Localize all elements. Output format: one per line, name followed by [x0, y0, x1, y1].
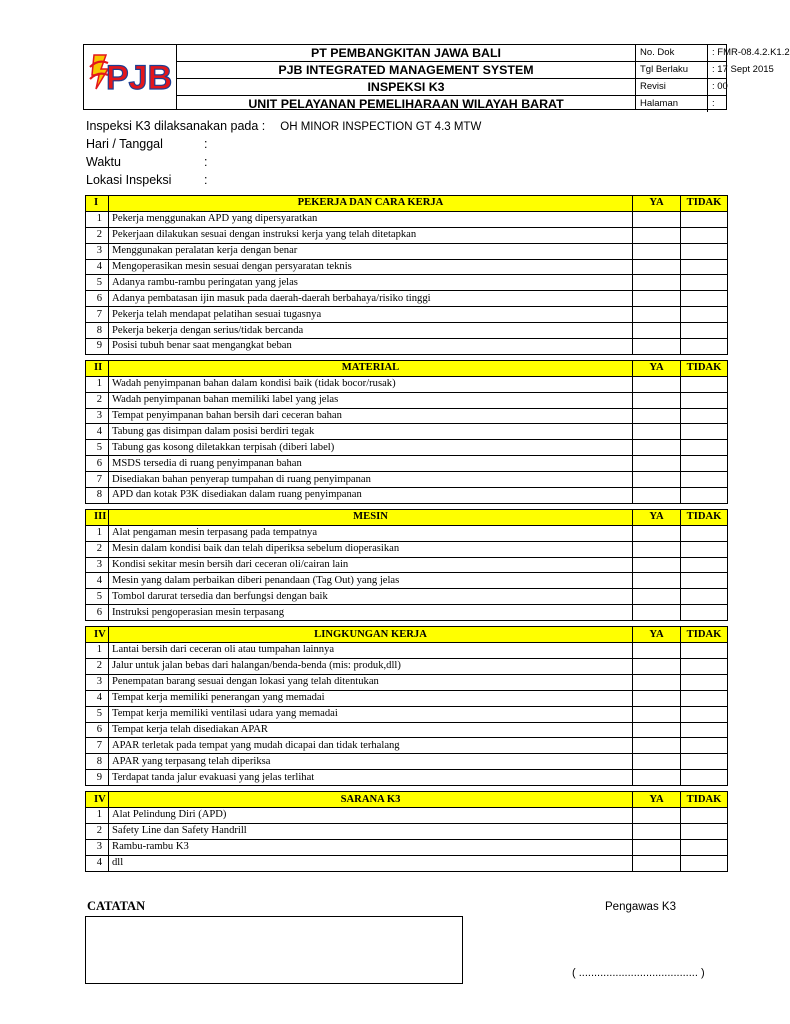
item-text: Lantai bersih dari ceceran oli atau tumpahan lainnya [109, 643, 633, 659]
item-text: MSDS tersedia di ruang penyimpanan bahan [109, 456, 633, 472]
checklist-row [86, 488, 728, 504]
item-text: Pekerjaan dilakukan sesuai dengan instruksi kerja yang telah ditetapkan [109, 227, 633, 243]
ya-checkbox-cell[interactable] [633, 541, 681, 557]
date-label: Hari / Tanggal [86, 137, 163, 151]
section-number: IV [86, 627, 109, 643]
section-number: II [86, 360, 109, 376]
tidak-header: TIDAK [681, 627, 728, 643]
inspection-checklist [85, 195, 728, 872]
tidak-header: TIDAK [681, 792, 728, 808]
ya-checkbox-cell[interactable] [633, 488, 681, 504]
checklist-row [86, 807, 728, 823]
notes-label: CATATAN [87, 899, 146, 913]
item-number: 4 [86, 259, 109, 275]
ya-checkbox-cell[interactable] [633, 807, 681, 823]
ya-checkbox-cell[interactable] [633, 839, 681, 855]
ya-checkbox-cell[interactable] [633, 738, 681, 754]
checklist-row [86, 643, 728, 659]
ya-checkbox-cell[interactable] [633, 643, 681, 659]
item-number: 4 [86, 573, 109, 589]
ya-checkbox-cell[interactable] [633, 323, 681, 339]
item-number: 2 [86, 392, 109, 408]
item-text: Tempat kerja memiliki ventilasi udara yang memadai [109, 706, 633, 722]
item-number: 1 [86, 525, 109, 541]
location-line [86, 173, 218, 187]
section-title: PEKERJA DAN CARA KERJA [109, 196, 633, 212]
signature-line: ( ....................................... ) [572, 967, 705, 979]
item-number: 7 [86, 472, 109, 488]
ya-checkbox-cell[interactable] [633, 376, 681, 392]
ya-header: YA [633, 627, 681, 643]
tidak-checkbox-cell[interactable] [681, 472, 728, 488]
location-colon: : [204, 173, 208, 187]
checklist-row [86, 376, 728, 392]
ya-checkbox-cell[interactable] [633, 525, 681, 541]
logo-text: PJB [106, 59, 173, 97]
checklist-row [86, 307, 728, 323]
item-text: Terdapat tanda jalur evakuasi yang jelas terlihat [109, 770, 633, 786]
item-text: Tempat kerja memiliki penerangan yang memadai [109, 690, 633, 706]
ya-checkbox-cell[interactable] [633, 823, 681, 839]
checklist-row [86, 323, 728, 339]
ya-checkbox-cell[interactable] [633, 722, 681, 738]
item-number: 7 [86, 738, 109, 754]
checklist-row [86, 227, 728, 243]
item-number: 2 [86, 227, 109, 243]
tidak-checkbox-cell[interactable] [681, 643, 728, 659]
item-text: Adanya rambu-rambu peringatan yang jelas [109, 275, 633, 291]
item-text: Pekerja telah mendapat pelatihan sesuai tugasnya [109, 307, 633, 323]
tidak-checkbox-cell[interactable] [681, 738, 728, 754]
item-number: 6 [86, 605, 109, 621]
item-number: 3 [86, 408, 109, 424]
tidak-checkbox-cell[interactable] [681, 674, 728, 690]
tidak-checkbox-cell[interactable] [681, 291, 728, 307]
tidak-checkbox-cell[interactable] [681, 770, 728, 786]
ya-checkbox-cell[interactable] [633, 658, 681, 674]
time-line [86, 155, 218, 169]
checklist-row [86, 722, 728, 738]
item-number: 7 [86, 307, 109, 323]
meta-row [636, 45, 790, 62]
item-number: 4 [86, 855, 109, 871]
tidak-checkbox-cell[interactable] [681, 259, 728, 275]
checklist-row [86, 291, 728, 307]
document-title: INSPEKSI K3 [177, 79, 635, 96]
item-number: 2 [86, 658, 109, 674]
tidak-checkbox-cell[interactable] [681, 690, 728, 706]
section-header [86, 627, 728, 643]
supervisor-label: Pengawas K3 [605, 901, 676, 913]
tidak-checkbox-cell[interactable] [681, 211, 728, 227]
meta-value: : FMR-08.4.2.K1.2 [712, 47, 790, 58]
ya-checkbox-cell[interactable] [633, 605, 681, 621]
item-text: Safety Line dan Safety Handrill [109, 823, 633, 839]
checklist-row [86, 823, 728, 839]
item-text: Tempat kerja telah disediakan APAR [109, 722, 633, 738]
item-number: 4 [86, 690, 109, 706]
ya-checkbox-cell[interactable] [633, 424, 681, 440]
ya-header: YA [633, 509, 681, 525]
date-line [86, 137, 218, 151]
item-text: Adanya pembatasan ijin masuk pada daerah-daerah berbahaya/risiko tinggi [109, 291, 633, 307]
notes-box[interactable] [85, 916, 463, 984]
ya-checkbox-cell[interactable] [633, 259, 681, 275]
meta-label: Revisi [640, 79, 708, 95]
item-number: 5 [86, 589, 109, 605]
ya-header: YA [633, 360, 681, 376]
checklist-row [86, 573, 728, 589]
checklist-row [86, 738, 728, 754]
ya-checkbox-cell[interactable] [633, 472, 681, 488]
ya-checkbox-cell[interactable] [633, 408, 681, 424]
ya-checkbox-cell[interactable] [633, 557, 681, 573]
meta-label: Halaman [640, 96, 708, 112]
meta-value: : 00 [712, 81, 728, 93]
item-number: 1 [86, 211, 109, 227]
section-number: IV [86, 792, 109, 808]
item-text: Pekerja menggunakan APD yang dipersyaratkan [109, 211, 633, 227]
ya-checkbox-cell[interactable] [633, 770, 681, 786]
checklist-row [86, 589, 728, 605]
item-number: 5 [86, 275, 109, 291]
tidak-checkbox-cell[interactable] [681, 488, 728, 504]
checklist-row [86, 557, 728, 573]
item-text: dll [109, 855, 633, 871]
pjb-logo [84, 45, 177, 109]
tidak-checkbox-cell[interactable] [681, 839, 728, 855]
tidak-checkbox-cell[interactable] [681, 605, 728, 621]
tidak-checkbox-cell[interactable] [681, 227, 728, 243]
item-text: Tombol darurat tersedia dan berfungsi dengan baik [109, 589, 633, 605]
item-text: Tabung gas kosong diletakkan terpisah (diberi label) [109, 440, 633, 456]
tidak-checkbox-cell[interactable] [681, 392, 728, 408]
tidak-checkbox-cell[interactable] [681, 243, 728, 259]
meta-label: Tgl Berlaku [640, 62, 708, 78]
system-name: PJB INTEGRATED MANAGEMENT SYSTEM [177, 62, 635, 79]
checklist-row [86, 690, 728, 706]
ya-header: YA [633, 196, 681, 212]
item-text: Tabung gas disimpan dalam posisi berdiri tegak [109, 424, 633, 440]
item-text: Penempatan barang sesuai dengan lokasi yang telah ditentukan [109, 674, 633, 690]
ya-checkbox-cell[interactable] [633, 307, 681, 323]
tidak-checkbox-cell[interactable] [681, 323, 728, 339]
checklist-row [86, 243, 728, 259]
tidak-checkbox-cell[interactable] [681, 754, 728, 770]
item-text: Kondisi sekitar mesin bersih dari ceceran oli/cairan lain [109, 557, 633, 573]
item-number: 1 [86, 376, 109, 392]
meta-value: : [712, 98, 715, 110]
tidak-checkbox-cell[interactable] [681, 307, 728, 323]
section-title: MESIN [109, 509, 633, 525]
item-text: Alat pengaman mesin terpasang pada tempatnya [109, 525, 633, 541]
tidak-checkbox-cell[interactable] [681, 275, 728, 291]
item-number: 3 [86, 674, 109, 690]
inspection-line [86, 119, 481, 133]
item-number: 6 [86, 456, 109, 472]
section-header [86, 792, 728, 808]
item-number: 3 [86, 557, 109, 573]
item-text: Menggunakan peralatan kerja dengan benar [109, 243, 633, 259]
item-text: APD dan kotak P3K disediakan dalam ruang penyimpanan [109, 488, 633, 504]
tidak-checkbox-cell[interactable] [681, 658, 728, 674]
checklist-row [86, 525, 728, 541]
item-number: 6 [86, 291, 109, 307]
meta-row [636, 79, 726, 96]
meta-label: No. Dok [640, 45, 708, 61]
tidak-checkbox-cell[interactable] [681, 376, 728, 392]
item-number: 3 [86, 243, 109, 259]
item-number: 2 [86, 541, 109, 557]
inspection-value: OH MINOR INSPECTION GT 4.3 MTW [280, 121, 482, 133]
item-number: 5 [86, 440, 109, 456]
tidak-checkbox-cell[interactable] [681, 456, 728, 472]
item-number: 9 [86, 770, 109, 786]
item-text: Disediakan bahan penyerap tumpahan di ruang penyimpanan [109, 472, 633, 488]
ya-checkbox-cell[interactable] [633, 706, 681, 722]
item-number: 9 [86, 339, 109, 355]
checklist-row [86, 855, 728, 871]
checklist-row [86, 674, 728, 690]
meta-row [636, 96, 726, 112]
item-number: 8 [86, 488, 109, 504]
document-header [83, 44, 790, 112]
tidak-header: TIDAK [681, 509, 728, 525]
checklist-row [86, 541, 728, 557]
time-label: Waktu [86, 155, 121, 169]
time-colon: : [204, 155, 208, 169]
tidak-checkbox-cell[interactable] [681, 339, 728, 355]
tidak-checkbox-cell[interactable] [681, 706, 728, 722]
item-number: 5 [86, 706, 109, 722]
item-text: Mengoperasikan mesin sesuai dengan persyaratan teknis [109, 259, 633, 275]
checklist-row [86, 211, 728, 227]
ya-checkbox-cell[interactable] [633, 275, 681, 291]
item-text: Mesin dalam kondisi baik dan telah diperiksa sebelum dioperasikan [109, 541, 633, 557]
ya-checkbox-cell[interactable] [633, 456, 681, 472]
checklist-row [86, 754, 728, 770]
item-number: 6 [86, 722, 109, 738]
ya-checkbox-cell[interactable] [633, 589, 681, 605]
ya-checkbox-cell[interactable] [633, 291, 681, 307]
checklist-row [86, 770, 728, 786]
item-number: 3 [86, 839, 109, 855]
checklist-row [86, 392, 728, 408]
section-header [86, 196, 728, 212]
tidak-checkbox-cell[interactable] [681, 525, 728, 541]
unit-name: UNIT PELAYANAN PEMELIHARAAN WILAYAH BARAT [248, 97, 564, 112]
section-title: LINGKUNGAN KERJA [109, 627, 633, 643]
inspection-label: Inspeksi K3 dilaksanakan pada : [86, 119, 266, 133]
item-text: Instruksi pengoperasian mesin terpasang [109, 605, 633, 621]
pjb-logo-icon [84, 45, 175, 108]
tidak-checkbox-cell[interactable] [681, 557, 728, 573]
section-title: MATERIAL [109, 360, 633, 376]
checklist-row [86, 408, 728, 424]
item-number: 8 [86, 754, 109, 770]
checklist-row [86, 605, 728, 621]
checklist-row [86, 456, 728, 472]
checklist-row [86, 259, 728, 275]
tidak-header: TIDAK [681, 196, 728, 212]
item-number: 1 [86, 807, 109, 823]
ya-checkbox-cell[interactable] [633, 573, 681, 589]
meta-value: : 17 Sept 2015 [712, 64, 774, 76]
tidak-checkbox-cell[interactable] [681, 440, 728, 456]
tidak-header: TIDAK [681, 360, 728, 376]
ya-checkbox-cell[interactable] [633, 855, 681, 871]
tidak-checkbox-cell[interactable] [681, 573, 728, 589]
item-number: 4 [86, 424, 109, 440]
ya-checkbox-cell[interactable] [633, 211, 681, 227]
ya-checkbox-cell[interactable] [633, 392, 681, 408]
item-text: Mesin yang dalam perbaikan diberi penandaan (Tag Out) yang jelas [109, 573, 633, 589]
section-title: SARANA K3 [109, 792, 633, 808]
section-number: I [86, 196, 109, 212]
item-text: Rambu-rambu K3 [109, 839, 633, 855]
checklist-row [86, 472, 728, 488]
meta-row [636, 62, 774, 79]
header-titles [177, 45, 636, 112]
tidak-checkbox-cell[interactable] [681, 408, 728, 424]
company-name: PT PEMBANGKITAN JAWA BALI [177, 45, 635, 62]
item-text: APAR terletak pada tempat yang mudah dicapai dan tidak terhalang [109, 738, 633, 754]
item-text: Tempat penyimpanan bahan bersih dari ceceran bahan [109, 408, 633, 424]
ya-checkbox-cell[interactable] [633, 754, 681, 770]
checklist-row [86, 339, 728, 355]
ya-checkbox-cell[interactable] [633, 243, 681, 259]
ya-checkbox-cell[interactable] [633, 690, 681, 706]
item-text: APAR yang terpasang telah diperiksa [109, 754, 633, 770]
ya-checkbox-cell[interactable] [633, 440, 681, 456]
section-header [86, 360, 728, 376]
tidak-checkbox-cell[interactable] [681, 589, 728, 605]
checklist-row [86, 706, 728, 722]
tidak-checkbox-cell[interactable] [681, 823, 728, 839]
checklist-row [86, 275, 728, 291]
item-text: Wadah penyimpanan bahan memiliki label yang jelas [109, 392, 633, 408]
checklist-row [86, 839, 728, 855]
ya-checkbox-cell[interactable] [633, 227, 681, 243]
section-number: III [86, 509, 109, 525]
location-label: Lokasi Inspeksi [86, 173, 172, 187]
item-text: Alat Pelindung Diri (APD) [109, 807, 633, 823]
tidak-checkbox-cell[interactable] [681, 722, 728, 738]
item-text: Wadah penyimpanan bahan dalam kondisi baik (tidak bocor/rusak) [109, 376, 633, 392]
item-text: Posisi tubuh benar saat mengangkat beban [109, 339, 633, 355]
tidak-checkbox-cell[interactable] [681, 541, 728, 557]
ya-header: YA [633, 792, 681, 808]
checklist-row [86, 440, 728, 456]
date-colon: : [204, 137, 208, 151]
tidak-checkbox-cell[interactable] [681, 807, 728, 823]
ya-checkbox-cell[interactable] [633, 339, 681, 355]
item-text: Jalur untuk jalan bebas dari halangan/benda-benda (mis: produk,dll) [109, 658, 633, 674]
checklist-row [86, 658, 728, 674]
item-number: 8 [86, 323, 109, 339]
tidak-checkbox-cell[interactable] [681, 424, 728, 440]
tidak-checkbox-cell[interactable] [681, 855, 728, 871]
item-number: 2 [86, 823, 109, 839]
section-header [86, 509, 728, 525]
checklist-row [86, 424, 728, 440]
ya-checkbox-cell[interactable] [633, 674, 681, 690]
item-number: 1 [86, 643, 109, 659]
document-meta [636, 45, 790, 110]
item-text: Pekerja bekerja dengan serius/tidak bercanda [109, 323, 633, 339]
